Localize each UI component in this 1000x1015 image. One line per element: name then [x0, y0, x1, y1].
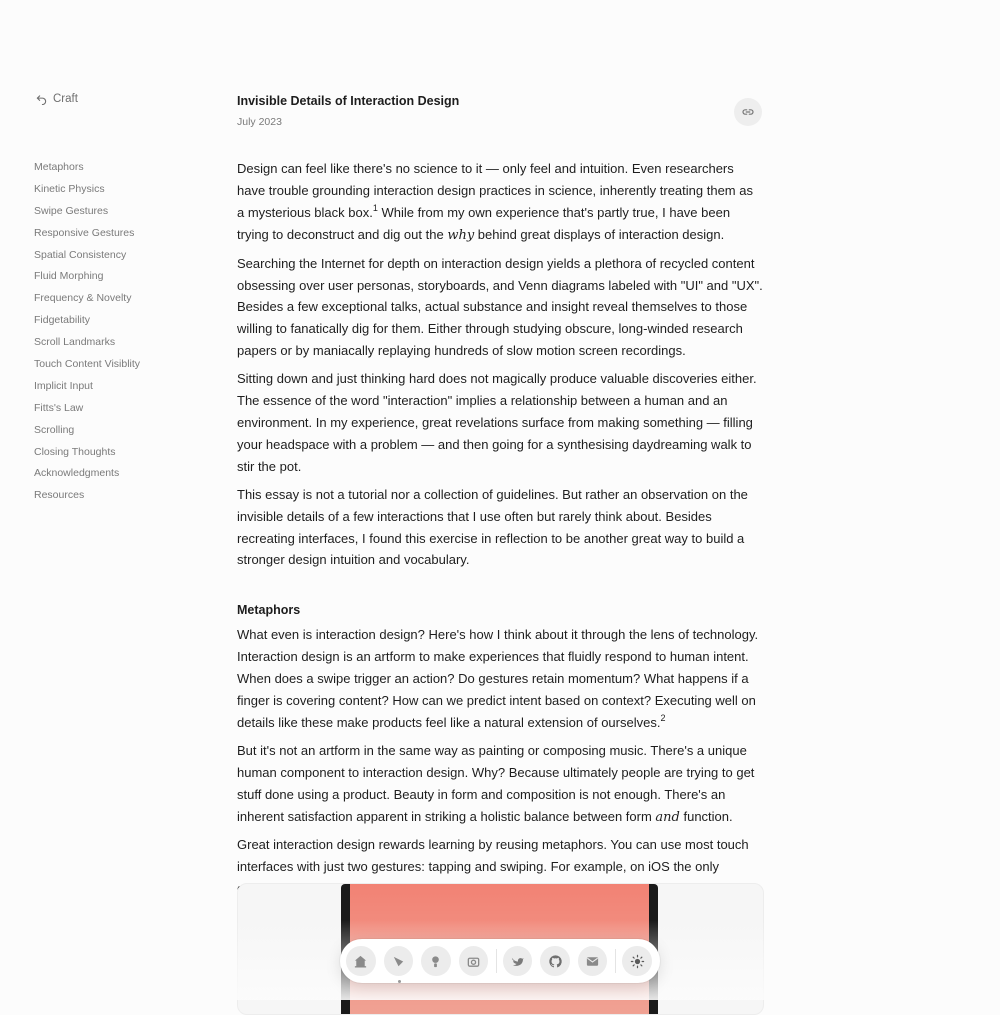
paragraph	[237, 740, 763, 829]
paragraph-text: Design can feel like there's no science to it — only feel and intuition. Even researchers have trouble grounding interaction design practices in science, inherently treating them as a mysterious black box.	[237, 161, 753, 220]
table-of-contents	[34, 159, 140, 509]
dock-theme-toggle[interactable]	[622, 946, 652, 976]
paragraph: Searching the Internet for depth on interaction design yields a plethora of recycled content obsessing over user personas, storyboards, and Venn diagrams labeled with "UI" and "UX". Besides a few exceptional talks, actual substance and insight reveal themselves to those willing to fanatically dig for them. Either through studying obscure, long-winded research papers or by maniacally replaying hundreds of slow motion screen recordings.	[237, 255, 763, 359]
active-indicator	[398, 980, 401, 983]
toc-item[interactable]: Resources	[34, 489, 85, 502]
footnote-ref[interactable]: 2	[660, 712, 666, 723]
dock-divider	[615, 949, 616, 973]
return-arrow-icon	[36, 94, 47, 105]
craft-icon	[391, 954, 406, 969]
toc-item[interactable]: Touch Content Visiblity	[34, 358, 141, 371]
toc-item[interactable]: Spatial Consistency	[34, 248, 127, 261]
toc-item[interactable]: Fluid Morphing	[34, 270, 104, 283]
paragraph	[237, 158, 763, 247]
section-heading-metaphors: Metaphors	[237, 603, 301, 618]
dock-mail-button[interactable]	[578, 946, 608, 976]
toc-item[interactable]: Kinetic Physics	[34, 182, 105, 195]
toc-item[interactable]: Responsive Gestures	[34, 226, 135, 239]
toc-item[interactable]: Swipe Gestures	[34, 204, 109, 217]
toc-item[interactable]: Frequency & Novelty	[34, 292, 132, 305]
toc-item[interactable]: Fitts's Law	[34, 401, 84, 414]
github-icon	[548, 954, 563, 969]
article-body	[237, 158, 763, 900]
home-icon	[353, 954, 368, 969]
dock-projects-button[interactable]	[421, 946, 451, 976]
toc-item[interactable]: Metaphors	[34, 161, 84, 173]
dock-photos-button[interactable]	[459, 946, 489, 976]
paragraph: Sitting down and just thinking hard does not magically produce valuable discoveries either. The essence of the word "interaction" implies a relationship between a human and an environment. In my experience, great revelations surface from making something — filling your headspace with a problem — and then going for a synthesising daydreaming walk to stir the pot.	[237, 371, 757, 474]
publish-date: July 2023	[237, 116, 282, 128]
article	[237, 90, 763, 906]
mail-icon	[585, 954, 600, 969]
toc-item[interactable]: Fidgetability	[34, 314, 91, 327]
paragraph-text: While from my own experience that's partly true, I have been trying to deconstruct and dig out the	[237, 204, 731, 242]
toc-item[interactable]: Scroll Landmarks	[34, 336, 116, 349]
page-title: Invisible Details of Interaction Design	[237, 94, 460, 108]
twitter-icon	[510, 954, 525, 969]
projects-icon	[428, 954, 443, 969]
paragraph: This essay is not a tutorial nor a collection of guidelines. But rather an observation on the invisible details of a few interactions that I use often but rarely think about. Besides recreating interfaces, I found this exercise in reflection to be another great way to build a stronger design intuition and vocabulary.	[237, 486, 748, 568]
back-link-craft[interactable]	[36, 93, 78, 105]
footnote-ref[interactable]: 1	[372, 202, 378, 213]
paragraph	[237, 624, 763, 734]
back-link-label: Craft	[53, 93, 78, 105]
paragraph-text: function.	[679, 808, 733, 824]
paragraph-text: What even is interaction design? Here's how I think about it through the lens of technology. Interaction design is an artform to make experiences that fluidly respond to human intent. When does a swipe trigger an action? Do gestures retain momentum? What happens if a finger is covering content? How can we predict intent based on context? Executing well on details like these make products feel like a natural extension of ourselves.	[237, 627, 759, 730]
dock-craft-button[interactable]	[384, 946, 414, 976]
emphasis-text: and	[655, 809, 680, 825]
toc-item[interactable]: Scrolling	[34, 423, 75, 436]
dock-github-button[interactable]	[540, 946, 570, 976]
theme-sun-icon	[630, 954, 645, 969]
dock	[340, 939, 660, 983]
dock-divider	[496, 949, 497, 973]
toc-item[interactable]: Implicit Input	[34, 379, 93, 392]
dock-home-button[interactable]	[346, 946, 376, 976]
photos-icon	[466, 954, 481, 969]
paragraph: Great interaction design rewards learning by reusing metaphors. You can use most touch interfaces with just two gestures: tapping and swiping. For example, on iOS the only	[237, 837, 749, 875]
toc-item[interactable]: Closing Thoughts	[34, 445, 116, 458]
paragraph-text: But it's not an artform in the same way as painting or composing music. There's a unique human component to interaction design. Why? Because ultimately people are trying to get stuff done using a product. Beauty in form and composition is not enough. There's an inherent satisfaction apparent in striking a holistic balance between form	[237, 742, 755, 824]
paragraph-text: behind great displays of interaction design.	[474, 226, 725, 242]
toc-item[interactable]: Acknowledgments	[34, 467, 120, 480]
dock-twitter-button[interactable]	[503, 946, 533, 976]
emphasis-text: why	[447, 227, 475, 243]
